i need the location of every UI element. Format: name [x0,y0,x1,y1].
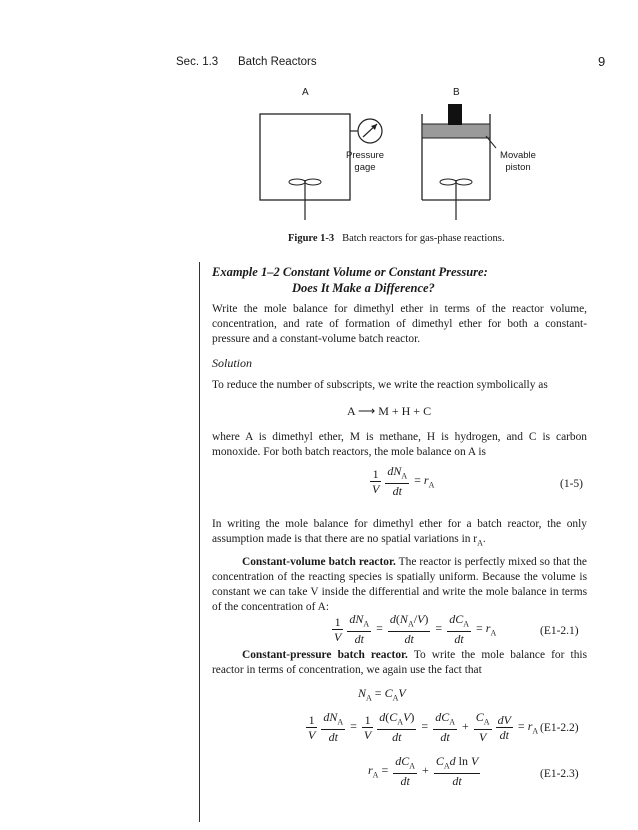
impeller-a-icon [289,179,305,185]
equation-e1-2-1: $\frac{1}{V}$ $\frac{dN_A}{dt}$ = $\frac{d(N_A/V)}{dt}$ = $\frac{dC_A}{dt}$ = $r_A$ [334,612,497,647]
section-label: Sec. 1.3 [176,56,219,68]
pressure-gage-label-line2: gage [354,162,376,173]
constant-pressure-text: To write the mole balance for this reactor in terms of concentration, we again use the fact that [212,649,587,676]
impeller-b-icon [440,179,456,185]
equation-na-cav: $N_A = C_AV$ [358,686,406,703]
equation-e1-2-3: $r_A$ = $\frac{dC_A}{dt}$ + $\frac{C_Ad \ln V}{dt}$ [368,754,479,789]
label-b: B [453,87,460,98]
example-margin-rule [199,262,200,822]
movable-piston-label-line1: Movable [500,150,536,161]
movable-piston-label-line2: piston [505,162,531,173]
paragraph-species: where A is dimethyl ether, M is methane, H is hydrogen, and C is carbon monoxide. For both batch reactors, the mole balance on A is [212,431,587,458]
equation-e1-2-2: $\frac{1}{V}$ $\frac{dN_A}{dt}$ = $\frac{1}{V}$ $\frac{d(C_AV)}{dt}$ = $\frac{dC_A}{dt}$ + $\frac{C_A}{V}$ $\frac{dV}{dt}$ = $r_A$ [308,710,539,745]
equation-number-e1-2-1: (E1-2.1) [540,625,579,637]
equation-1-5: $\frac{1}{V}$ $\frac{dN_A}{dt}$ = $r_A$ [372,464,435,499]
constant-volume-heading: Constant-volume batch reactor. [242,556,396,568]
paragraph-constant-pressure [212,648,587,678]
figure-caption-text: Batch reactors for gas-phase reactions. [342,233,505,244]
pressure-gage-label-line1: Pressure [345,150,384,161]
movable-piston-label [488,150,548,174]
example-title-line1: Example 1–2 Constant Volume or Constant Pressure: [212,265,488,279]
movable-piston [422,124,490,138]
paragraph-assumption-text: In writing the mole balance for dimethyl ether for a batch reactor, the only assumption made is that there are no spatial variations in r [212,518,587,545]
figure-caption-label: Figure 1-3 [288,233,335,244]
label-a: A [302,87,309,98]
example-title-line2: Does It Make a Difference? [292,281,435,295]
equation-number-e1-2-2: (E1-2.2) [540,722,579,734]
equation-number-e1-2-3: (E1-2.3) [540,768,579,780]
page-number: 9 [598,54,606,69]
constant-volume-text: The reactor is perfectly mixed so that the concentration of the reacting species is spatially uniform. Because the volume is constant we can take V inside the differential and write the mole balance in terms of the concentration of A: [212,556,587,613]
figure-caption [288,233,504,244]
running-title: Batch Reactors [238,56,317,68]
problem-statement: Write the mole balance for dimethyl ether in terms of the reactor volume, concentration, and rate of formation of dimethyl ether for both a constant-pressure and a constant-volume batch reactor. [212,303,587,345]
paragraph-reaction-intro: To reduce the number of subscripts, we write the reaction symbolically as [212,379,548,391]
piston-rod [448,104,462,125]
reaction-equation: A ⟶ M + H + C [347,404,432,418]
paragraph-constant-volume [212,555,587,615]
equation-number-1-5: (1-5) [560,478,583,490]
example-title [212,264,572,296]
constant-pressure-heading: Constant-pressure batch reactor. [242,649,408,661]
paragraph-assumption: In writing the mole balance for dimethyl ether for a batch reactor, the only assumption made is that there are no spatial variations in $r_A$. [212,518,587,548]
pressure-gage-label [335,150,395,174]
solution-heading: Solution [212,356,253,370]
